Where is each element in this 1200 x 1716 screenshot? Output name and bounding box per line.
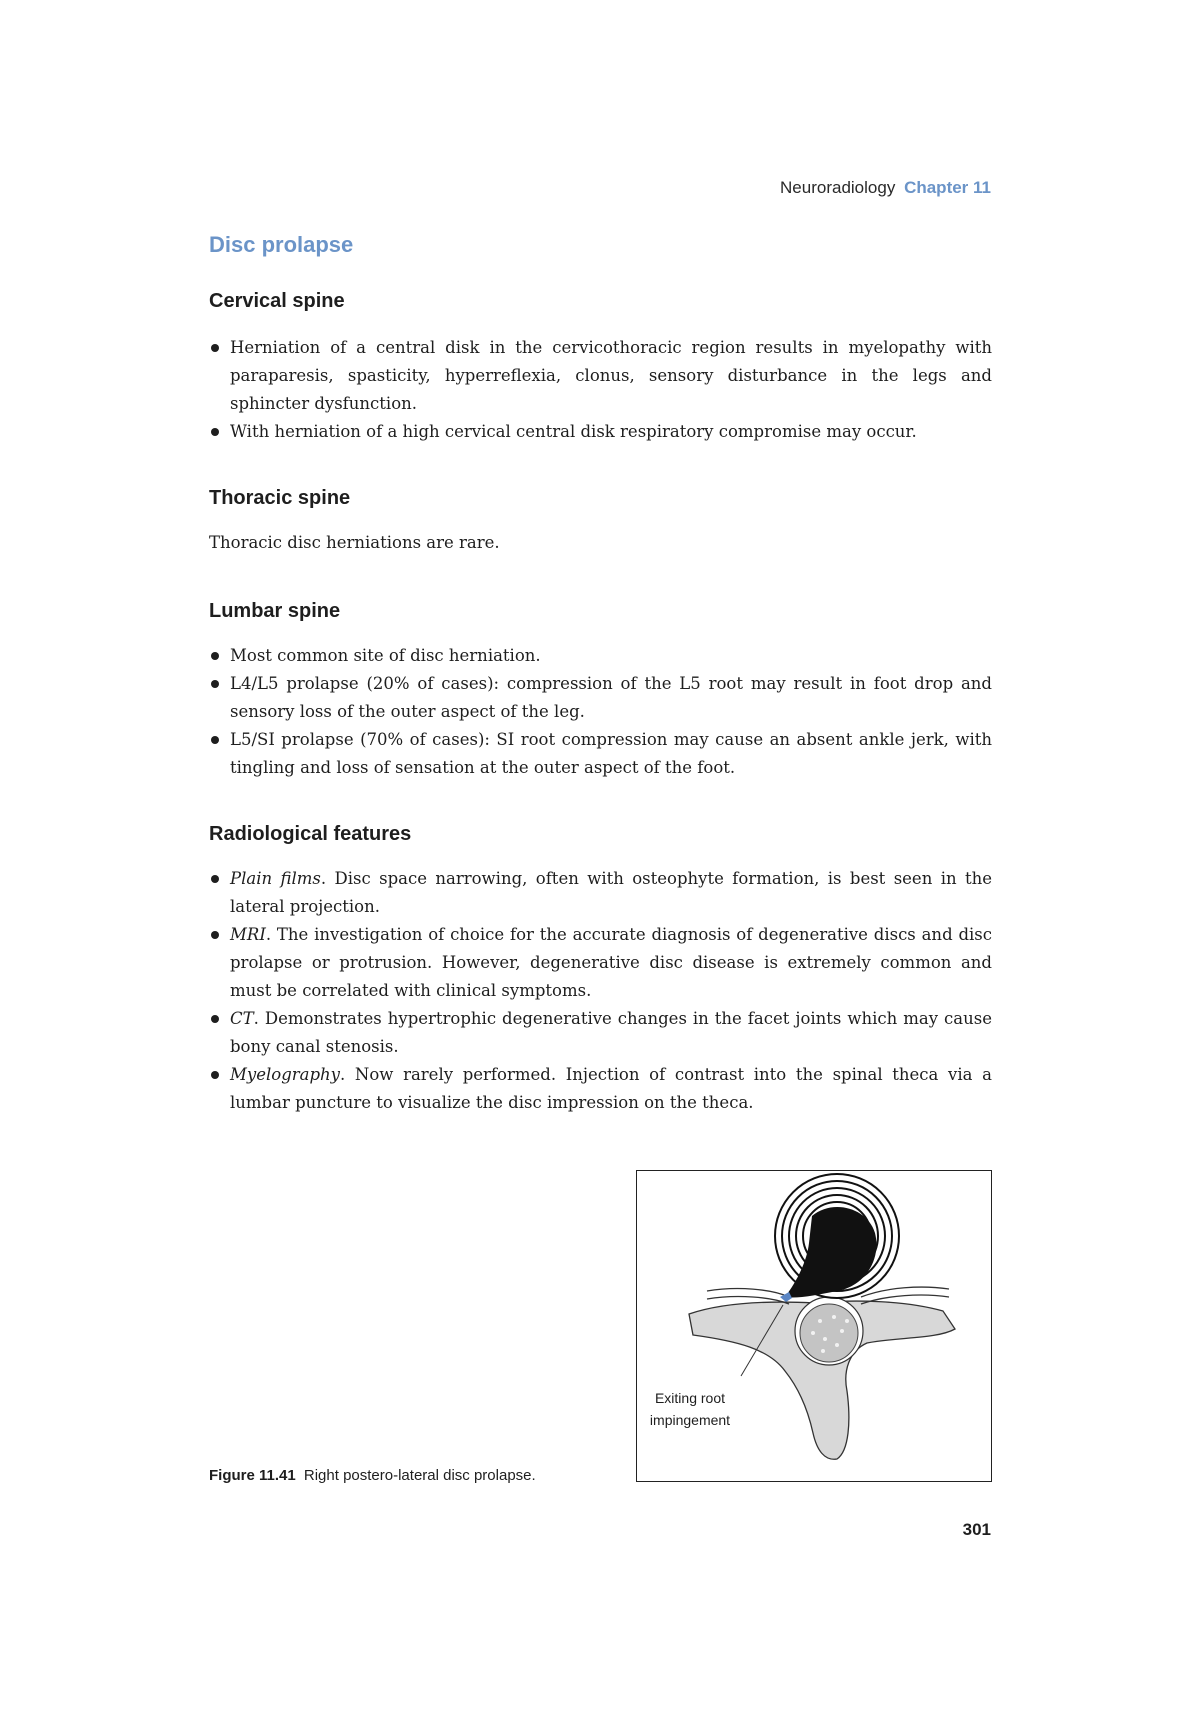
list-item: Herniation of a central disk in the cervicothoracic region results in myelopathy with paraparesis, spasticity, hyperreflexia, clonus, sensory disturbance in the legs and sphincter dysfunction. [209, 334, 992, 418]
intervertebral-disc [775, 1174, 899, 1298]
running-head [780, 178, 991, 198]
running-head-section: Neuroradiology [780, 178, 896, 197]
list-item: Plain films. Disc space narrowing, often with osteophyte formation, is best seen in the lateral projection. [209, 865, 992, 921]
cervical-list [209, 334, 992, 446]
list-item: L4/L5 prolapse (20% of cases): compression of the L5 root may result in foot drop and sensory loss of the outer aspect of the leg. [209, 670, 992, 726]
list-item: MRI. The investigation of choice for the accurate diagnosis of degenerative discs and disc prolapse or protrusion. However, degenerative disc disease is extremely common and must be correlated with clinical symptoms. [209, 921, 992, 1005]
list-item: CT. Demonstrates hypertrophic degenerative changes in the facet joints which may cause bony canal stenosis. [209, 1005, 992, 1061]
radiological-heading: Radiological features [209, 823, 412, 845]
figure-number: Figure 11.41 [209, 1467, 296, 1484]
lumbar-heading: Lumbar spine [209, 600, 341, 622]
item-text: Now rarely performed. Injection of contrast into the spinal theca via a lumbar puncture to visualize the disc impression on the theca. [230, 1065, 992, 1112]
list-item: Myelography. Now rarely performed. Injection of contrast into the spinal theca via a lumbar puncture to visualize the disc impression on the theca. [209, 1061, 992, 1117]
item-text: Disc space narrowing, often with osteophyte formation, is best seen in the lateral projection. [230, 869, 993, 916]
page-number: 301 [962, 1520, 991, 1539]
list-item: Most common site of disc herniation. [209, 642, 992, 670]
item-term: Myelography [230, 1065, 340, 1084]
figure-box [636, 1170, 992, 1482]
figure-label-line1: Exiting root [654, 1390, 726, 1406]
spinal-canal [795, 1297, 863, 1365]
cervical-heading: Cervical spine [209, 290, 345, 312]
thoracic-heading: Thoracic spine [209, 487, 351, 509]
figure-caption [209, 1467, 536, 1484]
lumbar-list [209, 642, 992, 782]
section-title: Disc prolapse [209, 232, 354, 257]
list-item: With herniation of a high cervical central disk respiratory compromise may occur. [209, 418, 992, 446]
item-term: CT [230, 1009, 254, 1028]
radiological-list [209, 865, 992, 1117]
list-item: L5/SI prolapse (70% of cases): SI root compression may cause an absent ankle jerk, with tingling and loss of sensation at the outer aspect of the foot. [209, 726, 992, 782]
figure-caption-text: Right postero-lateral disc prolapse. [303, 1467, 536, 1484]
thoracic-text: Thoracic disc herniations are rare. [209, 533, 500, 552]
disc-prolapse-illustration [637, 1171, 993, 1483]
item-text: The investigation of choice for the accurate diagnosis of degenerative discs and disc prolapse or protrusion. However, degenerative disc disease is extremely common and must be correlated with clinical symptoms. [230, 925, 992, 1000]
item-text: Demonstrates hypertrophic degenerative changes in the facet joints which may cause bony canal stenosis. [230, 1009, 992, 1056]
item-term: Plain films [230, 869, 321, 888]
figure-label [637, 1387, 743, 1431]
figure-label-line2: impingement [649, 1412, 731, 1428]
running-head-chapter: Chapter 11 [904, 178, 991, 197]
item-term: MRI [230, 925, 266, 944]
